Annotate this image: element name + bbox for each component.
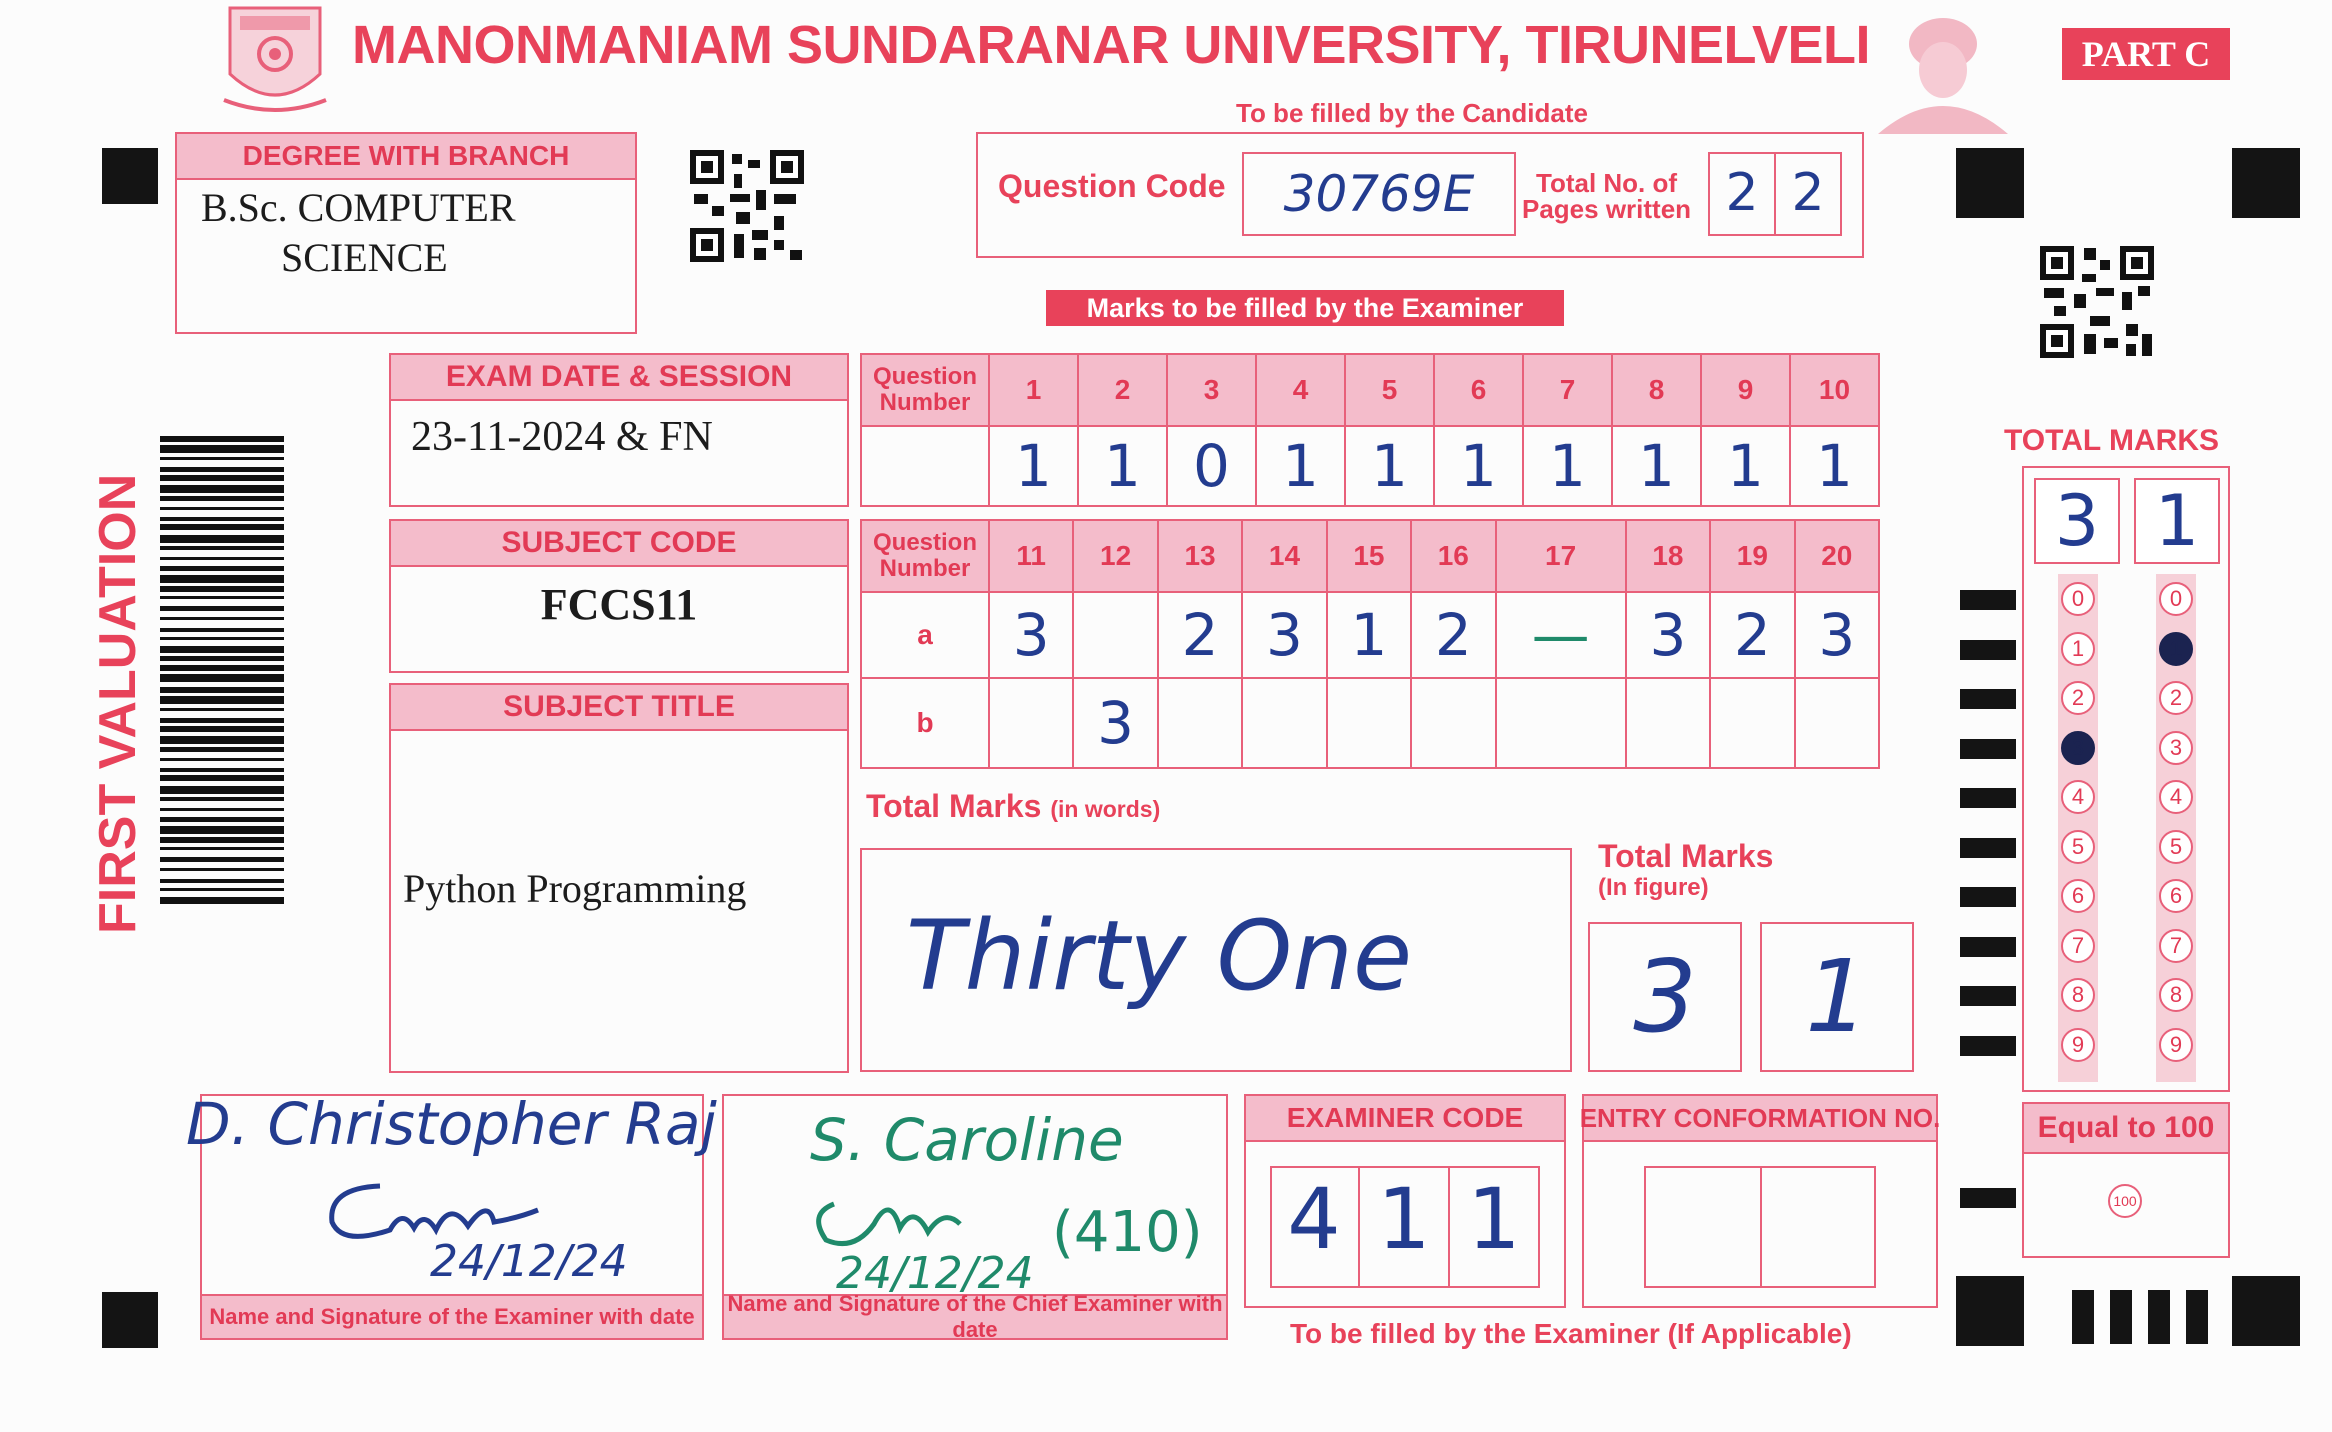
barcode-stripe	[160, 665, 284, 671]
barcode-stripe	[160, 485, 284, 493]
mark-cell[interactable]: 1	[1612, 426, 1701, 506]
registration-mark	[2148, 1290, 2170, 1344]
question-code-label: Question Code	[998, 168, 1226, 204]
footer-note: To be filled by the Examiner (If Applicable)	[1290, 1318, 1852, 1349]
registration-mark	[102, 148, 158, 204]
barcode-stripe	[160, 546, 284, 550]
qr-code-icon	[2040, 246, 2154, 358]
mark-cell[interactable]: 1	[1790, 426, 1879, 506]
question-number: 4	[1256, 354, 1345, 426]
mark-cell-a[interactable]: —	[1496, 592, 1626, 678]
digit-bubble-col1[interactable]: 6	[2061, 879, 2095, 913]
total-words-sub: (in words)	[1050, 796, 1161, 822]
timing-mark	[1960, 689, 2016, 709]
barcode-stripe	[160, 696, 284, 704]
registration-mark	[102, 1292, 158, 1348]
barcode-stripe	[160, 888, 284, 891]
question-number: 2	[1078, 354, 1167, 426]
question-number: 16	[1411, 520, 1495, 592]
barcode-stripe	[160, 475, 284, 481]
digit-bubble-col1[interactable]: 2	[2061, 681, 2095, 715]
total-figure-label	[1598, 840, 1773, 904]
total-figure-digit-1[interactable]	[1588, 922, 1742, 1072]
pages-digit-2-value: 2	[1791, 163, 1825, 223]
exam-date-box	[389, 353, 849, 507]
barcode-stripe	[160, 445, 284, 453]
subject-code-value: FCCS11	[540, 580, 698, 629]
total-words-label	[866, 788, 1160, 825]
barcode-stripe	[160, 606, 284, 611]
marks-grid-2	[860, 519, 1880, 769]
mark-cell[interactable]: 1	[1256, 426, 1345, 506]
digit-bubble-col2[interactable]: 1	[2159, 632, 2193, 666]
subject-title-box	[389, 683, 849, 1073]
candidate-note: To be filled by the Candidate	[1236, 98, 1588, 128]
qn-label-line-1: Question	[872, 529, 977, 556]
mark-cell-b[interactable]	[1242, 678, 1326, 768]
barcode-stripe	[160, 628, 284, 632]
founder-portrait-icon	[1868, 8, 2018, 134]
timing-mark	[1960, 937, 2016, 957]
chief-signature-date: 24/12/24	[836, 1248, 1034, 1299]
row-label-b: b	[861, 678, 989, 768]
question-number: 20	[1795, 520, 1879, 592]
question-code-box	[976, 132, 1864, 258]
mark-cell-b[interactable]	[1710, 678, 1794, 768]
question-number: 6	[1434, 354, 1523, 426]
pages-digit-1-value: 2	[1725, 163, 1759, 223]
question-number: 14	[1242, 520, 1326, 592]
side-total-label: TOTAL MARKS	[2004, 424, 2219, 457]
barcode-stripe	[160, 758, 284, 761]
examiner-signature-name: D. Christopher Raj	[186, 1090, 717, 1158]
examiner-code-label: EXAMINER CODE	[1246, 1096, 1564, 1142]
question-number: 9	[1701, 354, 1790, 426]
digit-bubble-col1[interactable]: 9	[2061, 1028, 2095, 1062]
barcode-stripe	[160, 557, 284, 560]
hundred-bubble[interactable]: 100	[2108, 1184, 2142, 1218]
total-figure-label-text: Total Marks	[1598, 838, 1774, 874]
digit-bubble-col1[interactable]: 7	[2061, 929, 2095, 963]
barcode-stripe	[160, 868, 284, 871]
pages-label-line-2: Pages written	[1522, 194, 1692, 224]
mark-cell-b[interactable]	[1795, 678, 1879, 768]
registration-mark	[1956, 1276, 2024, 1346]
entry-conformation-box	[1579, 1094, 1941, 1308]
qn-label-line-2: Number	[879, 555, 971, 582]
exam-date-label: EXAM DATE & SESSION	[391, 355, 847, 401]
barcode-stripe	[160, 687, 284, 693]
digit-bubble-col1[interactable]: 0	[2061, 582, 2095, 616]
first-valuation-label: FIRST VALUATION	[89, 473, 147, 934]
marks-grid-1	[860, 353, 1880, 507]
chief-signature-caption: Name and Signature of the Chief Examiner with date	[724, 1294, 1226, 1338]
mark-cell-a[interactable]: 3	[1795, 592, 1879, 678]
mark-cell[interactable]: 1	[989, 426, 1078, 506]
chief-signature-name: S. Caroline	[810, 1106, 1124, 1174]
mark-cell[interactable]: 0	[1167, 426, 1256, 506]
examiner-code-digit-2: 1	[1377, 1170, 1431, 1268]
registration-mark	[2232, 1276, 2300, 1346]
digit-bubble-col1[interactable]: 8	[2061, 978, 2095, 1012]
examiner-code-box	[1244, 1094, 1566, 1308]
digit-bubble-col1[interactable]: 3	[2061, 731, 2095, 765]
mark-cell-b[interactable]	[1158, 678, 1242, 768]
timing-mark	[1960, 986, 2016, 1006]
examiner-code-digit-1: 4	[1287, 1170, 1341, 1268]
barcode-stripe	[160, 617, 284, 620]
digit-bubble-col2[interactable]: 4	[2159, 780, 2193, 814]
barcode-stripe	[160, 656, 284, 661]
chief-signature-code: (410)	[1052, 1200, 1203, 1265]
side-total-digit-1[interactable]	[2034, 478, 2120, 564]
question-number: 5	[1345, 354, 1434, 426]
pages-label	[1522, 170, 1691, 222]
barcode-stripe	[160, 826, 284, 834]
subject-title-value: Python Programming	[403, 866, 747, 911]
barcode-stripe	[160, 897, 284, 904]
mark-cell-a[interactable]: 2	[1710, 592, 1794, 678]
barcode-stripe	[160, 566, 284, 571]
mark-cell-a[interactable]	[1073, 592, 1157, 678]
equal-to-box	[2022, 1102, 2230, 1258]
divider	[1760, 1168, 1762, 1286]
mark-cell-a[interactable]: 2	[1411, 592, 1495, 678]
side-total-digit-2-value: 1	[2154, 480, 2200, 562]
degree-label: DEGREE WITH BRANCH	[177, 134, 635, 180]
barcode-stripe	[160, 524, 284, 530]
barcode-stripe	[160, 797, 284, 801]
qr-code-icon	[690, 150, 804, 262]
question-number: 8	[1612, 354, 1701, 426]
pages-digit-1	[1708, 152, 1776, 236]
digit-bubble-col2[interactable]: 5	[2159, 830, 2193, 864]
equal-to-label: Equal to 100	[2024, 1104, 2228, 1154]
barcode-stripe	[160, 786, 284, 794]
timing-mark	[1960, 640, 2016, 660]
question-number: 1	[989, 354, 1078, 426]
qn-label-line-2: Number	[879, 389, 971, 416]
mark-cell-b[interactable]	[1496, 678, 1626, 768]
digit-bubble-col2[interactable]: 2	[2159, 681, 2193, 715]
barcode-stripe	[160, 879, 284, 883]
examiner-signature-date: 24/12/24	[430, 1236, 628, 1287]
mark-cell-a[interactable]: 3	[1242, 592, 1326, 678]
barcode-stripe	[160, 857, 284, 862]
barcode-stripe	[160, 586, 284, 592]
mark-cell-a[interactable]: 3	[1626, 592, 1710, 678]
mark-cell[interactable]: 1	[1701, 426, 1790, 506]
mark-cell-b[interactable]: 3	[1073, 678, 1157, 768]
barcode-stripe	[160, 467, 284, 472]
question-number: 19	[1710, 520, 1794, 592]
barcode-stripe	[160, 457, 284, 460]
question-number-label	[861, 354, 989, 426]
registration-mark	[2186, 1290, 2208, 1344]
mark-cell[interactable]: 1	[1434, 426, 1523, 506]
total-figure-sub: (In figure)	[1598, 874, 1709, 901]
mark-cell-b[interactable]	[1327, 678, 1411, 768]
degree-line-1: B.Sc. COMPUTER	[201, 185, 516, 230]
digit-bubble-col2[interactable]: 6	[2159, 879, 2193, 913]
barcode-stripe	[160, 535, 284, 543]
barcode-stripe	[160, 596, 284, 599]
mark-cell[interactable]: 1	[1345, 426, 1434, 506]
mark-cell-b[interactable]	[1626, 678, 1710, 768]
digit-bubble-col2[interactable]: 8	[2159, 978, 2193, 1012]
side-total-digit-1-value: 3	[2054, 480, 2100, 562]
digit-bubble-col2[interactable]: 7	[2159, 929, 2193, 963]
barcode-stripe	[160, 817, 284, 822]
timing-mark	[1960, 739, 2016, 759]
question-number: 10	[1790, 354, 1879, 426]
exam-date-value: 23-11-2024 & FN	[411, 414, 713, 460]
timing-mark	[1960, 838, 2016, 858]
pages-label-line-1: Total No. of	[1536, 168, 1678, 198]
mark-cell-b[interactable]	[1411, 678, 1495, 768]
question-code-value: 30769E	[1283, 165, 1475, 223]
pages-digit-2	[1774, 152, 1842, 236]
examiner-note-banner: Marks to be filled by the Examiner	[1046, 290, 1564, 326]
degree-box	[175, 132, 637, 334]
barcode-stripe	[160, 718, 284, 723]
registration-mark	[2232, 148, 2300, 218]
question-number: 13	[1158, 520, 1242, 592]
mark-cell-b[interactable]	[989, 678, 1073, 768]
timing-mark	[1960, 1036, 2016, 1056]
timing-mark	[1960, 788, 2016, 808]
question-number: 15	[1327, 520, 1411, 592]
grid-spacer-cell	[861, 426, 989, 506]
barcode-stripe	[160, 507, 284, 510]
side-total-digit-2[interactable]	[2134, 478, 2220, 564]
question-number: 11	[989, 520, 1073, 592]
digit-bubble-col2[interactable]: 0	[2159, 582, 2193, 616]
registration-mark	[2110, 1290, 2132, 1344]
digit-bubble-col2[interactable]: 3	[2159, 731, 2193, 765]
qn-label-line-1: Question	[872, 363, 977, 390]
barcode-stripe	[160, 768, 284, 772]
barcode-stripe	[160, 847, 284, 850]
question-number: 17	[1496, 520, 1626, 592]
mark-cell-a[interactable]: 1	[1327, 592, 1411, 678]
digit-bubble-col1[interactable]: 1	[2061, 632, 2095, 666]
examiner-code-digit-3: 1	[1467, 1170, 1521, 1268]
mark-cell-a[interactable]: 2	[1158, 592, 1242, 678]
barcode-stripe	[160, 436, 284, 442]
subject-code-label: SUBJECT CODE	[391, 521, 847, 567]
barcode-stripe	[160, 726, 284, 732]
row-label-a: a	[861, 592, 989, 678]
question-number: 18	[1626, 520, 1710, 592]
barcode-stripe	[160, 775, 284, 781]
mark-cell-a[interactable]: 3	[989, 592, 1073, 678]
examiner-signature-caption: Name and Signature of the Examiner with date	[202, 1294, 702, 1338]
total-figure-digit-1-value: 3	[1633, 938, 1697, 1055]
barcode-icon	[160, 436, 284, 908]
subject-code-box	[389, 519, 849, 673]
barcode-stripe	[160, 808, 284, 811]
total-words-field[interactable]	[860, 848, 1572, 1072]
question-code-field	[1242, 152, 1516, 236]
university-title: MANONMANIAM SUNDARANAR UNIVERSITY, TIRUNELVELI	[352, 15, 1871, 75]
registration-mark	[1956, 148, 2024, 218]
digit-bubble-col1[interactable]: 5	[2061, 830, 2095, 864]
mark-cell[interactable]: 1	[1523, 426, 1612, 506]
subject-title-label: SUBJECT TITLE	[391, 685, 847, 731]
barcode-stripe	[160, 674, 284, 682]
question-number: 12	[1073, 520, 1157, 592]
total-words-value: Thirty One	[906, 900, 1413, 1012]
question-number: 7	[1523, 354, 1612, 426]
barcode-stripe	[160, 637, 284, 640]
digit-bubble-col2[interactable]: 9	[2159, 1028, 2193, 1062]
entry-conformation-label: ENTRY CONFORMATION NO.	[1584, 1096, 1936, 1142]
mark-cell[interactable]: 1	[1078, 426, 1167, 506]
question-number: 3	[1167, 354, 1256, 426]
timing-mark	[1960, 887, 2016, 907]
barcode-stripe	[160, 575, 284, 583]
total-words-label-text: Total Marks	[866, 788, 1042, 824]
question-number-label	[861, 520, 989, 592]
total-figure-digit-2[interactable]	[1760, 922, 1914, 1072]
barcode-stripe	[160, 517, 284, 521]
barcode-stripe	[160, 736, 284, 744]
university-emblem-icon	[220, 4, 330, 120]
barcode-stripe	[160, 708, 284, 711]
timing-mark	[1960, 1188, 2016, 1208]
barcode-stripe	[160, 646, 284, 653]
degree-line-2: SCIENCE	[281, 235, 448, 280]
barcode-stripe	[160, 496, 284, 501]
barcode-stripe	[160, 837, 284, 843]
registration-mark	[2072, 1290, 2094, 1344]
part-badge: PART C	[2062, 28, 2230, 80]
digit-bubble-col1[interactable]: 4	[2061, 780, 2095, 814]
timing-mark	[1960, 590, 2016, 610]
barcode-stripe	[160, 747, 284, 752]
total-figure-digit-2-value: 1	[1805, 938, 1869, 1055]
